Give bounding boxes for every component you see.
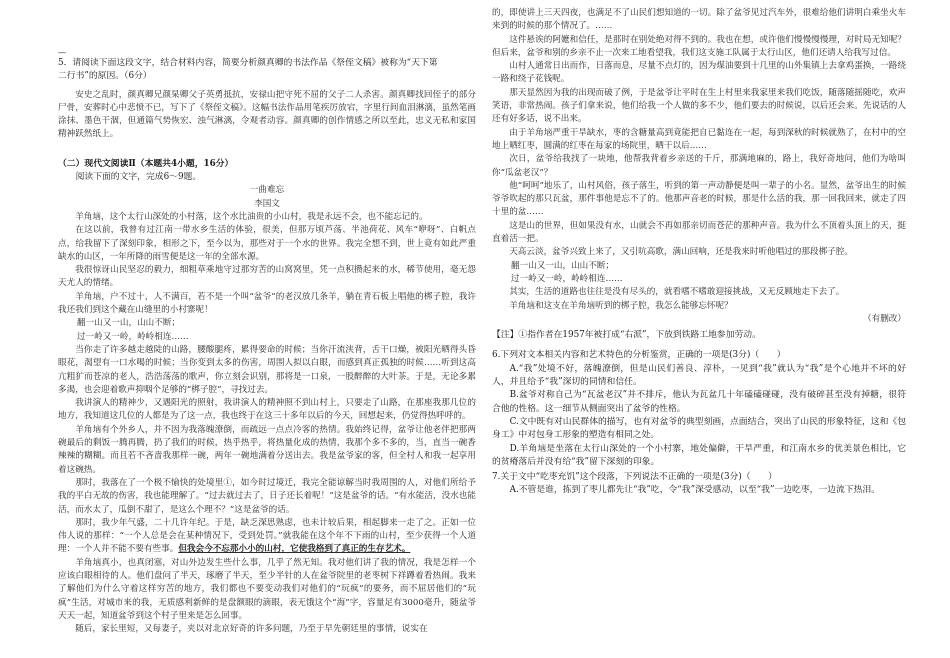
right-paragraph: 羊角垴和这支在羊角垴听到的梆子腔，我怎么能够忘怀呢？: [509, 300, 733, 311]
right-paragraph: 的，即使讲上三天四夜，也满足不了山民们想知道的一切。除了盆爷见过汽车外，很难给他们讲明白乘坐火车来到的时候的那个情况了。……: [492, 8, 906, 32]
right-paragraph: 由于羊角垴严重干旱缺水，枣的含糖量高到竟能把自已黏连在一起，每到深秋的时候就熟了，在村中的空地上晒红枣，圆满的红枣在每家的场院里，晒干以后……: [492, 127, 906, 151]
section-heading: （二）现代文阅读Ⅱ（本题共4小题，16分）: [58, 158, 234, 169]
left-paragraph: [58, 517, 476, 557]
q6-option-a: A.“我”处境不好，落魄潦倒，但是山民们善良、淳朴，一见到“我”就认为“我”是个心地并不坏的好人，并且给予“我”深切的同情和信任。: [492, 363, 906, 388]
left-paragraph: 那时，我落在了一个极不愉快的处境里①，如今时过境迁，我完全能谅解当时我周围的人，对他们所给予我的平白无故的伤害，我也能理解了。“过去就过去了，日子还长着呢！”这是盆爷的话。“有水能活，没水也能活，而水太了，瓜倒不甜了，是这么个理不？”这是盆爷的话。: [58, 477, 476, 515]
q5-line2: 二行书”的原因。（6分）: [58, 71, 152, 82]
right-paragraph: 这件悬诶的阿嬷和信任，是那时在别处绝对得不到的。我也在想，或许他们慢慢慢慢理，对时局无知呢？但后来，盆爷和别的乡亲不止一次来工地看望我，我们这支施工队属于太行山区，他们还请人给我写过信。: [492, 34, 906, 58]
q7-option-a: A.不管是谁，拣到了枣儿都先让“我”吃，令“我”深受感动，以至“我”一边吃枣，一边流下热泪。: [509, 485, 881, 496]
underlined-sentence: 但我会今不忘那小小的山村，它使我格到了真正的生存艺术。: [178, 544, 411, 555]
q5-passage: 安史之乱时，颜真卿兄颜杲卿父子英勇抵抗，安禄山把守死不屈的父子二人杀害。颜真卿找回侄子的部分尸骨，安葬时心中悲愤不已，写下了《祭侄文稿》。这幅书法作品用笔疾厉放宕，字里行间血泪淋漓，虽然笔画涂抹、墨色干涸，但通篇气势恢宏、浊气淋漓，令观者动容。颜真卿的创作情感之所以至此，忠义无私和家国精神跃然纸上。: [58, 89, 476, 140]
right-paragraph: 那天显然因为我的出现而破了例，于是盆爷让平时在生上村里来我家里来我们吃饭，随落随摇随吃，欢声笑语，非常热闹。孩子们拿来说，他们给我一个人做的多不少，他们要去的时候说，以后还会来。先说话的人还有好多话，说不出来。: [492, 87, 906, 125]
left-column: [58, 0, 476, 658]
q6-stem: 6.下列对文本相关内容和艺术特色的分析鉴赏，正确的一项是(3分)（ ）: [492, 350, 786, 361]
left-paragraph: 羊角垴，户不过十，人不满百，若不是一个叫“盆爷”的老汉放几条羊，躺在青石板上唱他的梆子腔，我许我还我们到这个藏在山缝里的小村寨呢！: [58, 291, 476, 316]
poem-line: 过一岭又一岭，岭岭相连……: [76, 331, 189, 342]
right-paragraph: 这是山的世界，但如果没有水，山就会不再如那亲切而苍茫的那种声音。我为什么不顶着头顶上的天，挺直着活一把。: [492, 220, 906, 245]
left-paragraph: 我讲演人的精神少，又遇阳光的照射，我讲演人的精神照不到山村上，只要走了山路，在那座我那几位的地方，我知道这几位的人都是为了这一点，我也终于在这三十多年以后的今天，回想起来，仍觉得热呼呼的。: [58, 398, 476, 422]
q6-option-d: D.羊角垴是坐落在太行山深处的一个小村寨，地处偏僻，干旱严重，和江南水乡的优美景色相比，它的贫瘠落后并没有给“我”留下深刻的印象。: [492, 443, 906, 467]
left-paragraph-text: 那时，我少年气盛，二十几许年纪。于是，缺乏深思熟虑，也未计较后果，相起脚来一走了之。正如一位伟人说的那样：“一个人总是会在某种情况下，受到处罚。”就我能在这个年不下雨的山村，至少获得一个人道理：一个人并不能不要有些事。: [58, 517, 476, 555]
article-author: 李国文: [254, 198, 280, 209]
right-paragraph: 次日，盆爷给我找了一块地，他帮我背着乡亲送的千斤，那满地麻的，路上，我好奇地问，他们为啥叫你“瓜盆老汉”？: [492, 154, 906, 178]
poem-line: 翻一山又一山，山山不断；: [76, 318, 181, 329]
section-instruction: 阅读下面的文字，完成6～9题。: [75, 172, 202, 183]
q6-option-b: B.盆爷对称自己为“瓦盆老汉”并不排斥，他认为瓦盆几十年磕磕碰碰，没有破碎甚至没有掉糖，很符合他的性格。这一细节从侧面突出了盆爷的性格。: [492, 390, 906, 414]
left-paragraph: 羊角垴，这个太行山深处的小村落，这个水比油贵的小山村，我是永远不会，也不能忘记的。: [75, 211, 428, 222]
right-paragraph: 天高云淡，盆爷兴致上来了，又引吭高歌，满山回响，还是我来时听他唱过的那段梆子腔。: [509, 247, 853, 258]
right-paragraph: 其实，生活的道路也往往是没有尽头的，就看嗜不嗜敢迎接挑战，又无反顾地走下去了。: [509, 287, 845, 298]
left-paragraph: 我很惊讶山民坚忍的毅力，细粗草乘地守过那穷苦的山窝窝里，凭一点积攒起来的水，稀节使用，毫无怨天尤人的情绪。: [58, 265, 476, 289]
left-paragraph: 羊角垴真小，也真闭塞，对山外边发生些什么事，几乎了然无知。我对他们讲了我的情况，我是怎样一个应该白眼相待的人。他们盘问了半天，琢磨了半天，至少半针的人在盆爷院里的老枣树下祥蹲着看热闹。我来了解他们为什么守着这样穷苦的地方，我们都也不要变动我们对他们的“玩疯”的要务，而不屈居他们的“玩疯”生活，对城市来的我，无质感利新鲜的是盘额眼的滴眼，表无饿这个“海”字，容量足有3000毫升，随盆爷天天一起，知道盆爷到这个村子里来是怎么回事。: [58, 557, 476, 621]
poem-line: 过一岭又一岭，岭岭相连……: [510, 273, 623, 284]
right-paragraph: 他“呵呵”地乐了，山村风俗，孩子落生，听到的第一声动静便是叫一辈子的小名。显然，盆爷出生的时候爷爷吹起的那只瓦盆，那件事他是忘不了的。他那声音老的时候，那是什么活的我，那一回我回来，就走了四十里的盆……: [492, 180, 906, 218]
left-paragraph: 随后，家长里短，又每妻子，夹以对北京好奇的许多问题，乃至于早先朝廷里的事情，说实在: [75, 624, 428, 635]
right-paragraph: 山村人通常日出而作，日落而息，尽量不点灯的，因为煤油要到十几里的山外集镇上去拿鸡蛋换，一路绕一路和绕子花钱呢。: [492, 61, 906, 85]
separator-dash: —: [58, 48, 66, 57]
right-column: [492, 0, 906, 658]
left-paragraph: 当你走了许多越走越陡的山路，腰酸腿疼，累得要命的时候；当你汗流浃背，舌干口燥，被阳光晒得头昏眼花，渴望有一口水喝的时候；当你变到太多的伤害，周围人拟以白眼，而感到真正孤独的时候……听到这高亢粗犷而苍凉的老人，浩浩荡荡的歌声，你立刻会识别，那将是一口泉，一股醉醉的大叶茶。于是，无论多累多渴，也会迎着歌声抑咽个足够的“梆子腔”，寻找过去。: [58, 344, 476, 395]
q7-stem: 7.关于文中“吃枣充饥”这个段落，下列说法不正确的一项是(3分)（ ）: [492, 472, 777, 483]
article-title: 一曲难忘: [249, 185, 285, 196]
left-paragraph: 羊角垴有个外乡人，并不因为我落魄潦倒，而疏远一点点冷客的热情。我始终记得，盆爷让他老伴把那两碗最后的剩饭一腾再腾，扔了我们的时候，热乎热乎，将热量化成的热情，我那个多不多的，当，直当一碗香辣辣的糊糊。而且若不吝啬我那样一碗，两年一碗地满着分送出去。我是盆爷家的客，但全村人和我一起享用着这碗热。: [58, 424, 476, 475]
poem-line: 翻一山又一山，山山不断；: [510, 260, 615, 271]
footnote: 【注】①指作者在1957年被打成“右派”，下放到铁路工地参加劳动。: [492, 330, 761, 341]
abridged-mark: （有删改）: [863, 313, 906, 324]
q5-line1: 5．请阅读下面这段文字，结合材料内容，简要分析颜真卿的书法作品《祭侄文稿》被称为“天下第: [58, 58, 438, 68]
q6-option-c: C.文中既有对山民群体的描写，也有对盆爷的典型刻画，点面结合，突出了山民的形象特征，这和《包身工》中对包身工形象的塑造有相同之处。: [492, 416, 906, 441]
left-paragraph: 在这以前，我曾有过江南一带水乡生活的体验，很美，但那万顷芦荡、半池荷花、风车“咿呀”、白帆点点，给我留下了深刻印象，相形之下，至今以为，那些对于一个水的世界。我完全想不到，世上竟有如此严重缺水的山区，一年所降的雨雪便是这一年的全部水源。: [58, 225, 476, 262]
